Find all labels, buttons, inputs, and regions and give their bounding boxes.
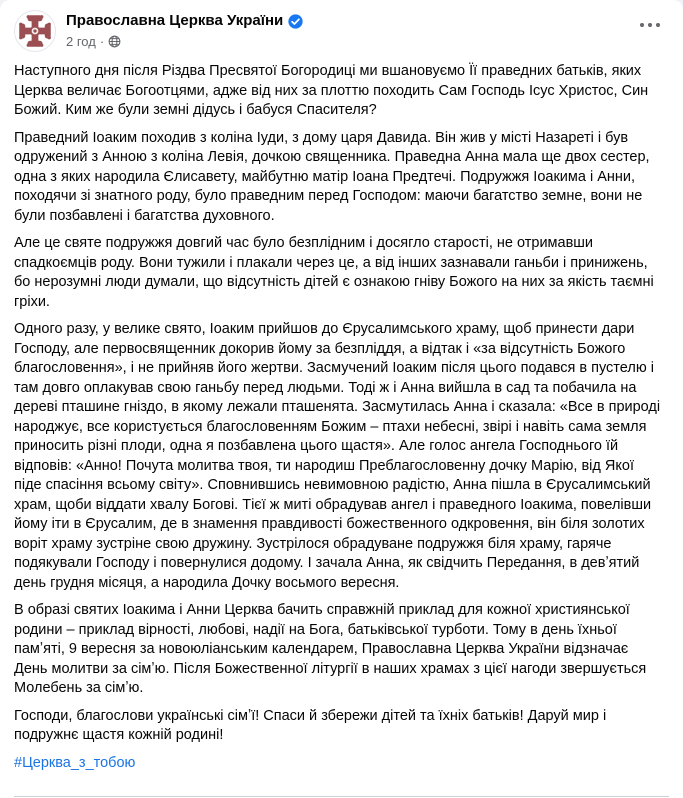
post-paragraph: Праведний Іоаким походив з коліна Іуди, з дому царя Давида. Він жив у місті Назареті і був одружений з Анною з коліна Левія, дочкою священника. Праведна Анна мала ще двох сестер, одна з яких народила Єлисавету, майбутню матір Іоана Предтечі. Подружжя Іоакима і Анни, походячи зі знатного роду, було праведним перед Господом: маючи багатство земне, вони не були позбавлені і багатства духовного. [14,129,650,224]
post-meta [66,33,633,50]
meta-separator: · [99,34,105,49]
more-options-button[interactable] [633,16,667,34]
hashtag-line [14,754,665,774]
church-cross-logo-icon [17,13,53,49]
post-body [0,52,683,773]
post-paragraph: Наступного дня після Різдва Пресвятої Богородиці ми вшановуємо Її праведних батьків, яких Церква величає Богоотцями, адже від них за плоттю походить Сам Господь Ісус Христос, Син Божий. Ким же були земні дідусь і бабуся Спасителя? [14,63,649,118]
post-paragraph: Але це святе подружжя довгий час було безплідним і досягло старості, не отримавши спадкоємців роду. Вони тужили і плакали через це, а від інших зазнавали ганьби і принижень, бо нерозумні люди думали, що відсутність дітей є ознакою гніву Божого на них за якість таємні гріхи. [14,235,654,310]
post-header-text [66,10,633,50]
post-paragraph: Одного разу, у велике свято, Іоаким прийшов до Єрусалимського храму, щоб принести дари Господу, але первосвященник докорив йому за безпліддя, а відтак і «за відсутність Божого благословення», і не прийняв його жертви. Засмучений Іоаким після цього подався в пустелю і там довго оплакував свою ганьбу перед людьми. Тоді ж і Анна вийшла в сад та побачила на дереві пташине гніздо, в якому лежали пташенята. Засмутилась Анна і сказала: «Все в природі народжує, все користується благословенням Божим – птахи небесні, звірі і навіть сама земля приносить різні плоди, одна я позбавлена цього щастя». Але голос ангела Господнього їй відповів: «Анно! Почута молитва твоя, ти народиш Преблагословенну дочку Марію, від Якої піде спасіння всьому світу». Сповнившись невимовною радістю, Анна пішла в Єрусалимський храм, щоби віддати хвалу Богові. Тієї ж миті обрадував ангел і праведного Іоакима, повелівши йому іти в Єрусалим, де в знамення правдивості божественного одкровення, він біля золотих воріт храму зустріне свою дружину. Зустрілося обрадуване подружжя біля храму, гаряче подякували Господу і повернулися додому. І зачала Анна, як свідчить Передання, в девʼятий день грудня місяця, а народила Дочку восьмого вересня. [14,321,661,591]
hashtag-link[interactable]: #Церква_з_тобою [14,754,136,771]
page-name[interactable]: Православна Церква України [66,12,284,29]
timestamp[interactable]: 2 год [66,34,96,49]
globe-icon [108,35,121,48]
post-footer-divider [14,796,669,797]
ellipsis-icon [639,22,661,28]
post-paragraph: Господи, благослови українські сімʼї! Спаси й збережи дітей та їхніх батьків! Даруй мир і подружнє щастя кожній родині! [14,707,607,743]
verified-badge-icon [288,14,303,29]
post-paragraph: В образі святих Іоакима і Анни Церква бачить справжній приклад для кожної християнської родини – приклад вірності, любові, надії на Бога, батьківської турботи. Тому в день їхньої памʼяті, 9 вересня за новоюліанським календарем, Православна Церква України відзначає День молитви за сімʼю. Після Божественної літургії в наших храмах з цієї нагоди звершується Молебень за сімʼю. [14,602,647,696]
post-header [0,0,683,52]
page-avatar[interactable] [14,10,56,52]
